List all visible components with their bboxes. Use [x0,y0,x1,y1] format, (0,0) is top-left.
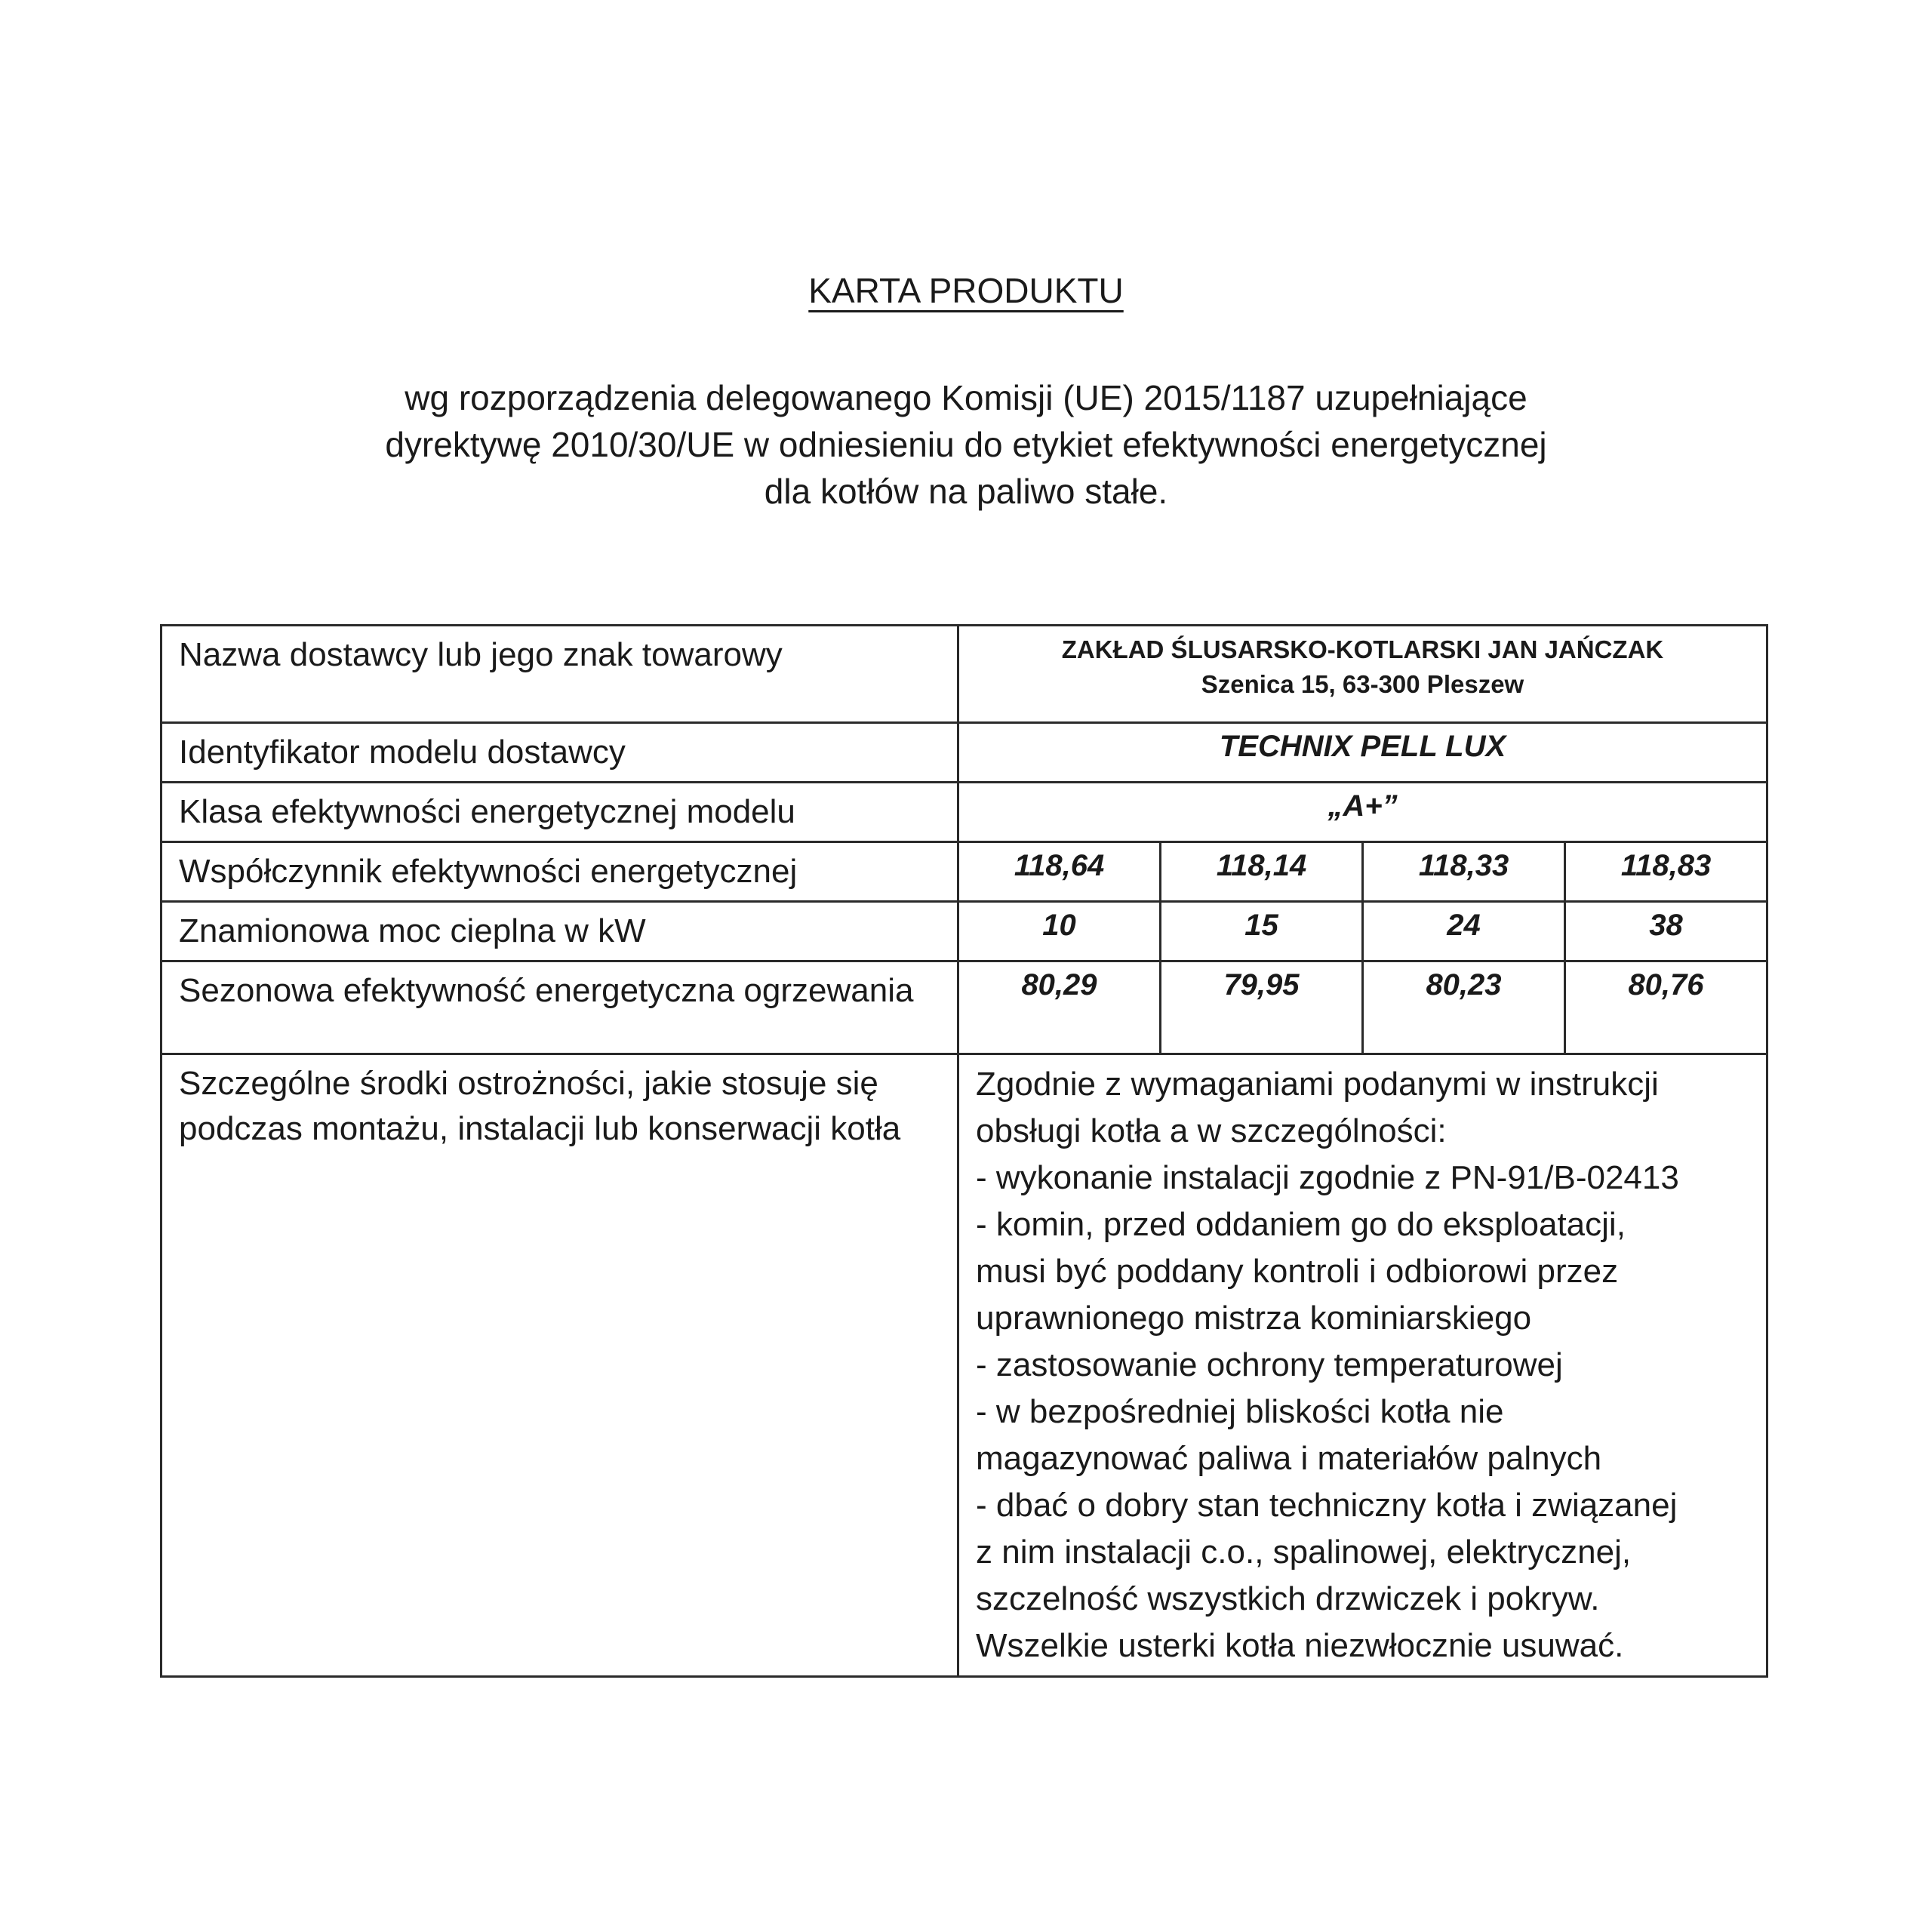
page-title: KARTA PRODUKTU [808,271,1124,310]
table-row [162,783,1767,842]
table-row [162,842,1767,902]
precautions-line: Wszelkie usterki kotła niezwłocznie usuwać. [976,1627,1624,1664]
efficiency-class-value: „A+” [958,783,1767,842]
precautions-line: - w bezpośredniej bliskości kotła nie [976,1393,1504,1430]
table-row [162,1054,1767,1677]
supplier-name: ZAKŁAD ŚLUSARSKO-KOTLARSKI JAN JAŃCZAK [1061,635,1664,663]
efficiency-index-value: 118,14 [1161,842,1363,902]
subtitle-line: dyrektywę 2010/30/UE w odniesieniu do etykiet efektywności energetycznej [385,425,1547,464]
efficiency-index-label: Współczynnik efektywności energetycznej [162,842,958,902]
product-table [160,624,1768,1678]
rated-power-value: 10 [958,902,1161,961]
precautions-value [958,1054,1767,1677]
subtitle-line: wg rozporządzenia delegowanego Komisji (UE) 2015/1187 uzupełniające [405,378,1527,417]
seasonal-efficiency-value: 80,29 [958,961,1161,1054]
precautions-line: obsługi kotła a w szczególności: [976,1112,1447,1149]
model-label: Identyfikator modelu dostawcy [162,723,958,783]
table-row [162,961,1767,1054]
supplier-label: Nazwa dostawcy lub jego znak towarowy [162,626,958,723]
table-row [162,626,1767,723]
supplier-value [958,626,1767,723]
precautions-line: z nim instalacji c.o., spalinowej, elektrycznej, [976,1534,1632,1571]
precautions-line: - dbać o dobry stan techniczny kotła i związanej [976,1487,1678,1524]
precautions-line: - zastosowanie ochrony temperaturowej [976,1346,1563,1383]
table-row [162,902,1767,961]
seasonal-efficiency-value: 79,95 [1161,961,1363,1054]
efficiency-index-value: 118,83 [1565,842,1767,902]
precautions-label: Szczególne środki ostrożności, jakie stosuje się podczas montażu, instalacji lub konserwacji kotła [162,1054,958,1677]
precautions-line: uprawnionego mistrza kominiarskiego [976,1300,1532,1337]
efficiency-class-label: Klasa efektywności energetycznej modelu [162,783,958,842]
seasonal-efficiency-value: 80,76 [1565,961,1767,1054]
subtitle [0,374,1932,515]
precautions-line: musi być poddany kontroli i odbiorowi przez [976,1253,1619,1290]
precautions-line: - komin, przed oddaniem go do eksploatacji, [976,1206,1626,1243]
precautions-line: Zgodnie z wymaganiami podanymi w instrukcji [976,1066,1659,1103]
seasonal-efficiency-value: 80,23 [1363,961,1565,1054]
precautions-line: - wykonanie instalacji zgodnie z PN-91/B-02413 [976,1159,1679,1196]
precautions-line: szczelność wszystkich drzwiczek i pokryw. [976,1580,1600,1617]
precautions-line: magazynować paliwa i materiałów palnych [976,1440,1602,1477]
rated-power-value: 15 [1161,902,1363,961]
rated-power-value: 38 [1565,902,1767,961]
subtitle-line: dla kotłów na paliwo stałe. [764,472,1168,511]
seasonal-efficiency-label: Sezonowa efektywność energetyczna ogrzewania [162,961,958,1054]
rated-power-value: 24 [1363,902,1565,961]
supplier-address: Szenica 15, 63-300 Pleszew [1201,670,1524,698]
table-row [162,723,1767,783]
efficiency-index-value: 118,64 [958,842,1161,902]
efficiency-index-value: 118,33 [1363,842,1565,902]
rated-power-label: Znamionowa moc cieplna w kW [162,902,958,961]
model-value: TECHNIX PELL LUX [958,723,1767,783]
